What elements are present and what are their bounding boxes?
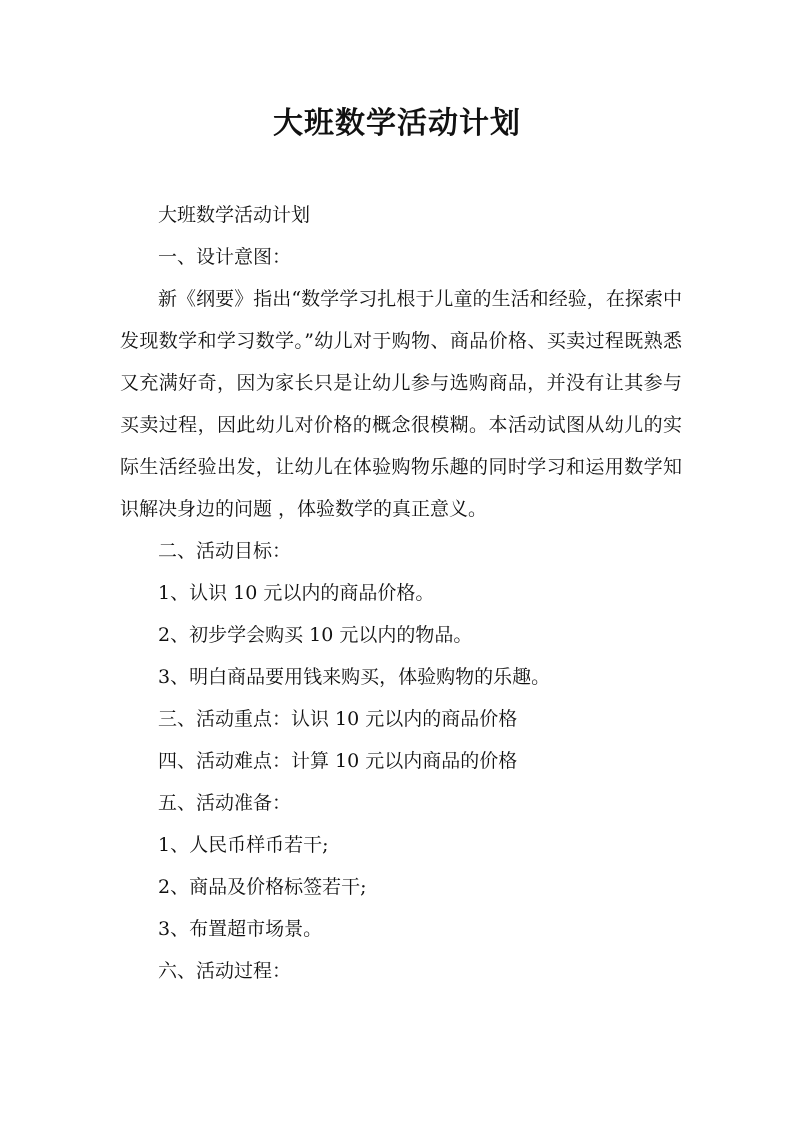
preparation-item-3: 3、布置超市场景。 [158,918,323,940]
preparation-item-1: 1、人民币样币若干; [158,834,329,856]
section-difficulty: 四、活动难点：计算 10 元以内商品的价格 [158,750,518,772]
goal-item-1: 1、认识 10 元以内的商品价格。 [158,582,435,604]
section-heading-design-intent: 一、设计意图： [158,246,292,268]
goal-item-2: 2、初步学会购买 10 元以内的物品。 [158,624,473,646]
section-heading-preparation: 五、活动准备： [158,792,292,814]
document-title: 大班数学活动计划 [273,106,521,141]
section-heading-process: 六、活动过程： [158,960,292,982]
design-intent-paragraph: 新《纲要》指出“数学学习扎根于儿童的生活和经验，在探索中发现数学和学习数学。”幼儿对于购物、商品价格、买卖过程既熟悉又充满好奇，因为家长只是让幼儿参与选购商品，并没有让其参与买卖过程，因此幼儿对价格的概念很模糊。本活动试图从幼儿的实际生活经验出发，让幼儿在体验购物乐趣的同时学习和运用数学知识解决身边的问题 ，体验数学的真正意义。 [120,288,682,520]
subtitle-paragraph: 大班数学活动计划 [158,204,311,226]
document-body [120,194,682,992]
goal-item-3: 3、明白商品要用钱来购买，体验购物的乐趣。 [158,666,551,688]
section-key-point: 三、活动重点：认识 10 元以内的商品价格 [158,708,518,730]
section-heading-goals: 二、活动目标： [158,540,292,562]
preparation-item-2: 2、商品及价格标签若干; [158,876,367,898]
